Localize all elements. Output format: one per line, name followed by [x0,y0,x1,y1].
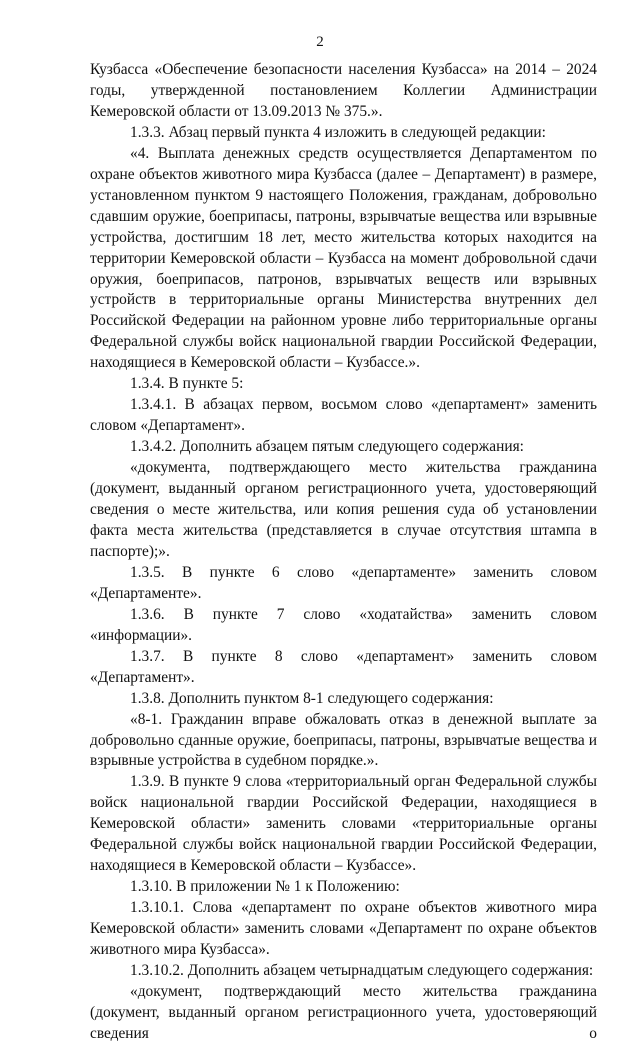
paragraph: «8-1. Гражданин вправе обжаловать отказ в денежной выплате за добровольно сданные оружие, боеприпасы, патроны, взрывчатые вещества и взрывные устройства в судебном порядке.». [90,710,597,770]
paragraph: 1.3.10.1. Слова «департамент по охране объектов животного мира Кемеровской области» заменить словами «Департамент по охране объектов животного мира Кузбасса». [90,899,597,959]
paragraph: 1.3.9. В пункте 9 слова «территориальный орган Федеральной службы войск национальной гвардии Российской Федерации, находящиеся в Кемеровской области» заменить словами «территориальные органы Федеральной службы войск национальной гвардии Российской Федерации, находящиеся в Кемеровской области – Кузбассе». [90,773,597,875]
paragraph: 1.3.10. В приложении № 1 к Положению: [130,878,400,896]
paragraph: 1.3.8. Дополнить пунктом 8-1 следующего содержания: [130,689,494,707]
page-number: 2 [316,34,324,50]
document-body [90,60,597,1045]
paragraph: «4. Выплата денежных средств осуществляется Департаментом по охране объектов животного мира Кузбасса (далее – Департамент) в размере, установленном пунктом 9 настоящего Положения, гражданам, добровольно сдавшим оружие, боеприпасы, патроны, взрывчатые вещества или взрывные устройства, достигшим 18 лет, место жительства которых находится на территории Кемеровской области – Кузбасса на момент добровольной сдачи оружия, боеприпасов, патронов, взрывчатых веществ или взрывных устройств в территориальные органы Министерства внутренних дел Российской Федерации на районном уровне либо территориальные органы Федеральной службы войск национальной гвардии Российской Федерации, находящиеся в Кемеровской области – Кузбассе.». [90,144,597,372]
paragraph: 1.3.4.1. В абзацах первом, восьмом слово «департамент» заменить словом «Департамент». [90,396,597,435]
paragraph: 1.3.3. Абзац первый пункта 4 изложить в следующей редакции: [130,123,546,141]
paragraph: «документа, подтверждающего место жительства гражданина (документ, выданный органом регистрационного учета, удостоверяющий сведения о месте жительства, или копия решения суда об установлении факта места жительства (представляется в случае отсутствия штампа в паспорте);». [90,459,597,560]
paragraph: 1.3.6. В пункте 7 слово «ходатайства» заменить словом «информации». [90,605,597,644]
paragraph: 1.3.4. В пункте 5: [130,375,244,393]
paragraph: 1.3.7. В пункте 8 слово «департамент» заменить словом «Департамент». [90,647,597,686]
paragraph: 1.3.5. В пункте 6 слово «департаменте» заменить словом «Департаменте». [90,563,597,602]
paragraph: 1.3.4.2. Дополнить абзацем пятым следующего содержания: [130,438,524,456]
paragraph: «документ, подтверждающий место жительства гражданина (документ, выданный органом регистрационного учета, удостоверяющий сведения о [90,982,597,1042]
paragraph: Кузбасса «Обеспечение безопасности населения Кузбасса» на 2014 – 2024 годы, утвержденной постановлением Коллегии Администрации Кемеровской области от 13.09.2013 № 375.». [90,61,597,120]
paragraph: 1.3.10.2. Дополнить абзацем четырнадцатым следующего содержания: [130,961,594,979]
